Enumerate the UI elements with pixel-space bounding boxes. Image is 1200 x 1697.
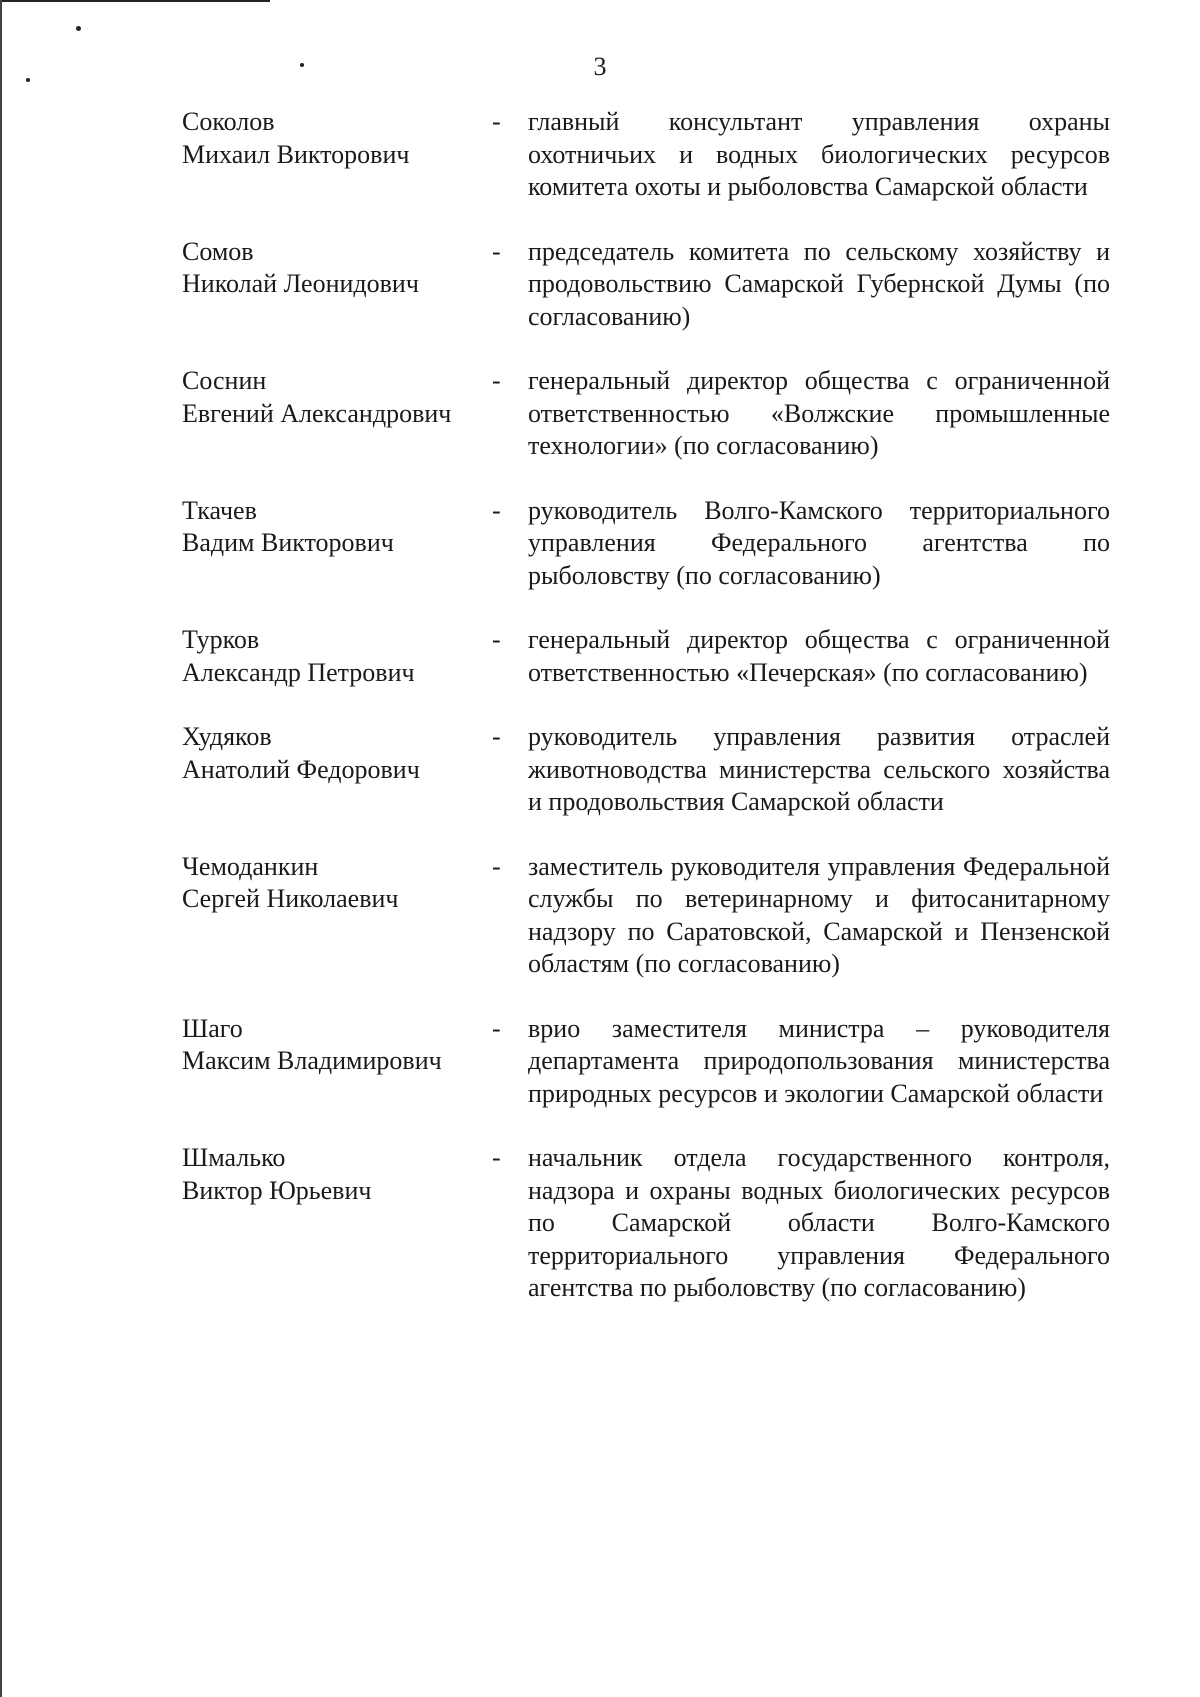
committee-member-list bbox=[182, 106, 1122, 1305]
member-surname: Чемоданкин bbox=[182, 851, 319, 881]
member-dash: - bbox=[492, 495, 501, 525]
member-dash: - bbox=[492, 625, 501, 654]
scan-border-left bbox=[0, 0, 2, 1697]
member-row bbox=[182, 721, 1122, 819]
member-given-names: Виктор Юрьевич bbox=[182, 1175, 372, 1205]
member-surname: Сомов bbox=[182, 236, 254, 266]
member-name bbox=[182, 236, 492, 301]
member-name bbox=[182, 365, 492, 430]
member-given-names: Михаил Викторович bbox=[182, 139, 410, 169]
member-surname: Соколов bbox=[182, 107, 275, 136]
member-position: руководитель Волго-Камского территориального управления Федерального агентства по рыболовству (по согласованию) bbox=[528, 495, 1110, 590]
member-position: руководитель управления развития отраслей животноводства министерства сельского хозяйства и продовольствия Самарской области bbox=[528, 722, 1110, 816]
member-dash: - bbox=[492, 722, 501, 751]
member-surname: Соснин bbox=[182, 366, 267, 395]
member-given-names: Анатолий Федорович bbox=[182, 754, 420, 784]
member-position: генеральный директор общества с ограниченной ответственностью «Печерская» (по согласованию) bbox=[528, 625, 1110, 687]
member-position: заместитель руководителя управления Федеральной службы по ветеринарному и фитосанитарному надзору по Саратовской, Самарской и Пензенской областям (по согласованию) bbox=[528, 851, 1110, 978]
member-position: председатель комитета по сельскому хозяйству и продовольствию Самарской Губернской Думы (по согласованию) bbox=[528, 236, 1110, 331]
member-name bbox=[182, 721, 492, 786]
member-given-names: Евгений Александрович bbox=[182, 398, 452, 428]
member-name bbox=[182, 495, 492, 560]
member-position: начальник отдела государственного контроля, надзора и охраны водных биологических ресурсов по Самарской области Волго-Камского территориального управления Федерального агентства по рыболовству (по согласованию) bbox=[528, 1143, 1110, 1302]
member-name bbox=[182, 106, 492, 171]
scan-border-top bbox=[0, 0, 270, 2]
member-surname: Шаго bbox=[182, 1013, 243, 1043]
member-name bbox=[182, 851, 492, 916]
member-row bbox=[182, 495, 1122, 593]
member-row bbox=[182, 851, 1122, 981]
scan-speck bbox=[76, 26, 81, 31]
member-dash: - bbox=[492, 1143, 501, 1172]
member-surname: Худяков bbox=[182, 722, 272, 751]
member-position: главный консультант управления охраны охотничьих и водных биологических ресурсов комитета охоты и рыболовства Самарской области bbox=[528, 107, 1110, 201]
member-row bbox=[182, 365, 1122, 463]
member-given-names: Сергей Николаевич bbox=[182, 884, 399, 913]
member-surname: Ткачев bbox=[182, 495, 257, 525]
member-position: врио заместителя министра – руководителя департамента природопользования министерства природных ресурсов и экологии Самарской области bbox=[528, 1013, 1110, 1108]
member-dash: - bbox=[492, 107, 501, 136]
member-name bbox=[182, 624, 492, 689]
member-given-names: Николай Леонидович bbox=[182, 269, 419, 298]
member-given-names: Максим Владимирович bbox=[182, 1046, 442, 1075]
member-position: генеральный директор общества с ограниченной ответственностью «Волжские промышленные технологии» (по согласованию) bbox=[528, 366, 1110, 460]
member-row bbox=[182, 236, 1122, 334]
member-name bbox=[182, 1142, 492, 1207]
member-row bbox=[182, 106, 1122, 204]
member-surname: Турков bbox=[182, 625, 260, 654]
member-surname: Шмалько bbox=[182, 1143, 286, 1172]
member-dash: - bbox=[492, 851, 501, 881]
member-row bbox=[182, 1013, 1122, 1111]
member-dash: - bbox=[492, 366, 501, 395]
member-given-names: Александр Петрович bbox=[182, 657, 415, 687]
member-given-names: Вадим Викторович bbox=[182, 528, 394, 557]
page-number: 3 bbox=[593, 52, 607, 81]
member-dash: - bbox=[492, 1013, 501, 1043]
member-dash: - bbox=[492, 236, 501, 266]
member-row bbox=[182, 624, 1122, 689]
member-row bbox=[182, 1142, 1122, 1305]
member-name bbox=[182, 1013, 492, 1078]
